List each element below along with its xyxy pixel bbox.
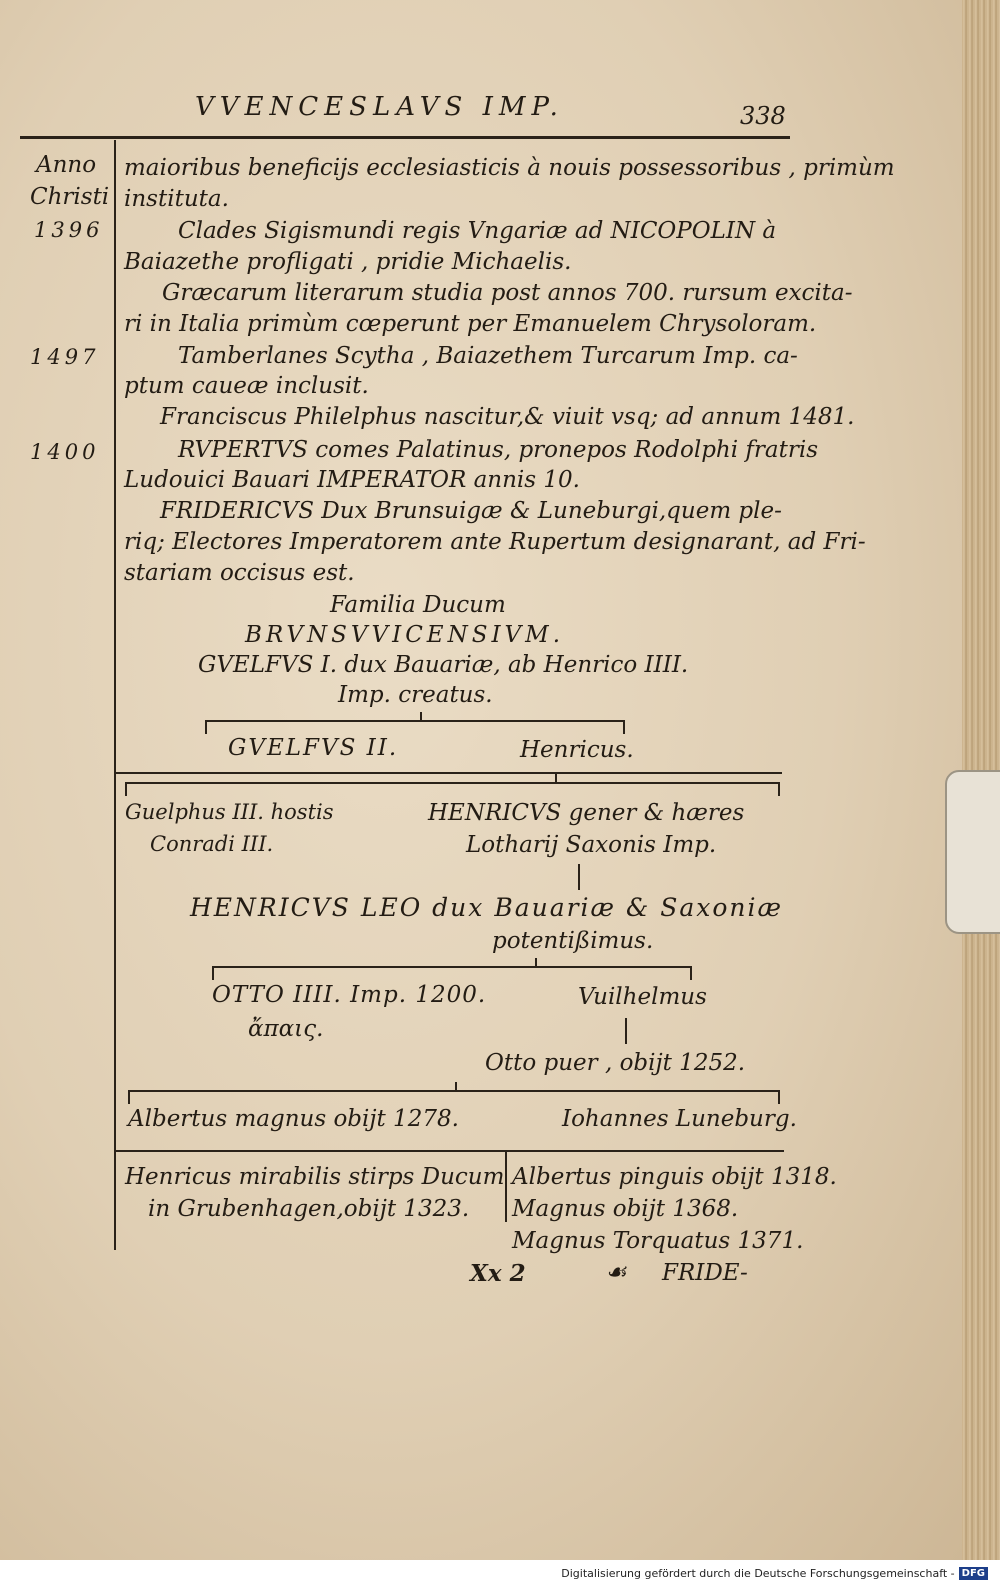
genealogy-rule (114, 772, 782, 774)
genealogy-gen4: HENRICVS LEO dux Bauariæ & Saxoniæ (190, 893, 783, 922)
text-line: riq; Electores Imperatorem ante Rupertum designarant, ad Fri- (124, 529, 866, 555)
genealogy-gen3-right-line2: Lotharij Saxonis Imp. (466, 832, 717, 858)
genealogy-gen3-left: Guelphus III. hostis (125, 800, 334, 824)
genealogy-gen2-left: GVELFVS II. (228, 735, 399, 761)
text-line: ptum caueæ inclusit. (124, 373, 369, 399)
margin-year-1497: 1497 (30, 345, 100, 369)
signature-mark: Xx 2 (470, 1260, 526, 1287)
page-number: 338 (740, 102, 786, 130)
genealogy-root-line2: Imp. creatus. (338, 682, 493, 708)
genealogy-family-name: BRVNSVVICENSIVM. (245, 622, 565, 648)
margin-anno: Anno (36, 152, 97, 178)
margin-year-1396: 1396 (34, 218, 104, 242)
genealogy-gen8-left-line2: in Grubenhagen,obijt 1323. (148, 1196, 470, 1222)
margin-rule (114, 140, 116, 1250)
genealogy-gen4-line2: potentißimus. (492, 928, 654, 954)
genealogy-rule (114, 1150, 784, 1152)
descent-line (578, 864, 580, 890)
text-line: Franciscus Philelphus nascitur,& viuit vsq; ad annum 1481. (160, 404, 855, 430)
text-line: Clades Sigismundi regis Vngariæ ad NICOPOLIN à (178, 218, 777, 244)
genealogy-gen7-left: Albertus magnus obijt 1278. (128, 1106, 459, 1132)
text-line: Ludouici Bauari IMPERATOR annis 10. (124, 467, 580, 493)
ornament-icon: ☙ (605, 1258, 627, 1286)
bracket-stem (535, 958, 537, 968)
genealogy-gen8-right: Albertus pinguis obijt 1318. (512, 1164, 837, 1190)
genealogy-bracket (212, 966, 692, 968)
bracket-stem (555, 774, 557, 784)
catchword: FRIDE- (662, 1260, 748, 1286)
genealogy-gen8-right-line2: Magnus obijt 1368. (512, 1196, 739, 1222)
genealogy-gen6-right: Otto puer , obijt 1252. (485, 1050, 746, 1076)
text-line: Græcarum literarum studia post annos 700. rursum excita- (162, 280, 853, 306)
genealogy-gen2-right: Henricus. (520, 737, 634, 763)
bracket-stem (420, 712, 422, 722)
descent-line (625, 1018, 627, 1044)
genealogy-gen7-right: Iohannes Luneburg. (562, 1106, 797, 1132)
genealogy-gen3-right: HENRICVS gener & hæres (428, 800, 745, 826)
text-line: instituta. (124, 186, 229, 212)
footer-bar (0, 1560, 1000, 1586)
genealogy-gen5-left-line2: ἄπαις. (248, 1016, 324, 1042)
margin-christi: Christi (30, 184, 110, 210)
text-line: Tamberlanes Scytha , Baiazethem Turcarum Imp. ca- (178, 343, 798, 369)
header-rule (20, 136, 790, 139)
footer-text: Digitalisierung gefördert durch die Deutsche Forschungsgemeinschaft - (561, 1566, 955, 1580)
text-line: stariam occisus est. (124, 560, 355, 586)
text-line: ri in Italia primùm cœperunt per Emanuelem Chrysoloram. (124, 311, 817, 337)
dfg-logo-icon: DFG (959, 1567, 988, 1580)
genealogy-gen8-right-line3: Magnus Torquatus 1371. (512, 1228, 804, 1254)
genealogy-gen5-left: OTTO IIII. Imp. 1200. (212, 982, 487, 1008)
text-line: Baiazethe profligati , pridie Michaelis. (124, 249, 572, 275)
genealogy-bracket (205, 720, 625, 722)
column-divider (505, 1152, 507, 1222)
genealogy-root: GVELFVS I. dux Bauariæ, ab Henrico IIII. (198, 652, 689, 678)
genealogy-bracket (125, 782, 780, 784)
running-title: VVENCESLAVS IMP. (195, 92, 564, 122)
genealogy-gen3-left-line2: Conradi III. (150, 832, 274, 856)
genealogy-gen8-left: Henricus mirabilis stirps Ducum (125, 1164, 505, 1190)
margin-year-1400: 1400 (30, 440, 100, 464)
genealogy-gen5-right: Vuilhelmus (578, 984, 707, 1010)
genealogy-bracket (128, 1090, 780, 1092)
text-line: RVPERTVS comes Palatinus, pronepos Rodolphi fratris (178, 437, 819, 463)
page-clip (945, 770, 1000, 934)
text-line: FRIDERICVS Dux Brunsuigæ & Luneburgi,quem ple- (160, 498, 782, 524)
genealogy-heading: Familia Ducum (330, 592, 506, 618)
bracket-stem (455, 1082, 457, 1092)
text-line: maioribus beneficijs ecclesiasticis à nouis possessoribus , primùm (124, 155, 895, 181)
